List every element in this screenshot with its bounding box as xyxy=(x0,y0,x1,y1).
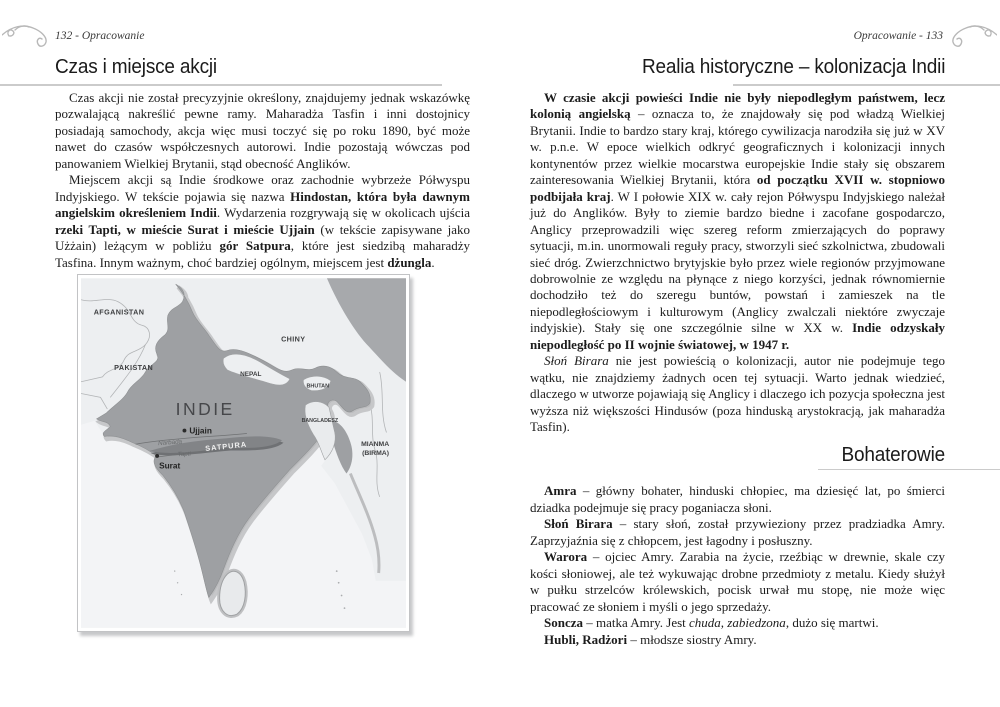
character-entry: Amra – główny bohater, hinduski chłopiec, ma dziesięć lat, po śmierci dziadka podejmuje się pracy poganiacza słoni. xyxy=(530,483,945,515)
map-label-pakistan: PAKISTAN xyxy=(114,363,154,373)
map-label-narbada: Narbada xyxy=(157,438,183,448)
section-rule-right xyxy=(733,84,1000,86)
map-label-surat: Surat xyxy=(159,460,181,471)
section-rule-left xyxy=(0,84,442,86)
flourish-ornament-left xyxy=(2,21,54,49)
sri-lanka-shape xyxy=(220,571,246,615)
characters-list xyxy=(530,483,945,648)
character-entry: Soncza – matka Amry. Jest chuda, zabiedzona, dużo się martwi. xyxy=(544,615,879,631)
section-title-characters: Bohaterowie xyxy=(841,443,945,466)
map-label-bhutan: BHUTAN xyxy=(306,383,330,390)
flourish-ornament-right xyxy=(945,21,997,49)
map-label-indie: INDIE xyxy=(175,398,235,419)
map-label-birma: (BIRMA) xyxy=(362,449,390,457)
character-entry: Słoń Birara – stary słoń, został przywieziony przez pradziadka Amry. Zaprzyjaźnia się z chłopcem, jest łagodny i posłuszny. xyxy=(530,516,945,548)
map-label-nepal: NEPAL xyxy=(240,370,262,378)
running-header-right: Opracowanie - 133 xyxy=(853,30,943,42)
map-label-ujjain: Ujjain xyxy=(189,425,212,436)
map-label-afganistan: AFGANISTAN xyxy=(93,307,145,317)
section-title-right: Realia historyczne – kolonizacja Indii xyxy=(641,56,945,78)
characters-section-rule xyxy=(818,469,1000,471)
ujjain-dot xyxy=(183,429,187,433)
characters-section-header xyxy=(530,443,945,471)
character-entry: Hubli, Radżori – młodsze siostry Amry. xyxy=(544,631,757,647)
india-map-graphic xyxy=(81,278,406,628)
map-label-bangladesz: BANGLADESZ xyxy=(301,417,339,424)
left-page-body xyxy=(55,90,470,632)
map-label-tapti: Tapti xyxy=(177,450,192,459)
paragraph: Czas akcji nie został precyzyjnie określony, znajdujemy jednak wskazówkę pozwalającą nakreślić pewne ramy. Maharadża Tasfin i inni dostojnicy posiadają samochody, akcja więc musi toczyć się po roku 1890, być może nawet do czasów współczesnych autorowi. Indie pozostają wówczas pod panowaniem Wielkiej Brytanii, stąd obecność Anglików. xyxy=(55,90,470,171)
paragraph: Słoń Birara nie jest powieścią o kolonizacji, autor nie podejmuje tego wątku, nie znajdziemy żadnych ocen tej sytuacji. Warto jednak wiedzieć, dlaczego w utworze pojawiają się Anglicy i dlaczego ich pozycja społeczna jest wyższa niż większości Hindusów (poza hinduską arystokracją, jak maharadża Tasfin). xyxy=(530,353,945,435)
india-map xyxy=(77,274,410,632)
running-header-left: 132 - Opracowanie xyxy=(55,30,145,42)
paragraph: W czasie akcji powieści Indie nie były niepodległym państwem, lecz kolonią angielską – oznacza to, że znajdowały się pod władzą Wielkiej Brytanii. Indie to bardzo stary kraj, którego cywilizacja narodziła się już w XV w. p.n.e. W epoce wielkich odkryć geograficznych i kolonizacji innych kontynentów przez wielkie mocarstwa europejskie Indie stały się obszarem zainteresowania Wielkiej Brytanii, która od początku XVII w. stopniowo podbijała kraj. W I połowie XIX w. cały rejon Półwyspu Indyjskiego należał już do Anglików. Były to ziemie bardzo biedne i zacofane gospodarczo, Anglicy przeprowadzili więc szereg reform zmierzających do poprawy sytuacji, m.in. unormowali reguły pracy, stworzyli sieć szkolnictwa, zbudowali sieć dróg. Zwierzchnictwo brytyjskie było przez wiele regionów przyjmowane dobrowolnie ze względu na płynące z niego korzyści, jednak równomiernie dochodziło też do szeregu buntów, powstań i zamieszek na tle niepodległościowym i kulturowym (Anglicy zwalczali niektóre zwyczaje indyjskie). Stały się one szczególnie silne w XX w. Indie odzyskały niepodległość po II wojnie światowej, w 1947 r. xyxy=(530,90,946,352)
section-title-left: Czas i miejsce akcji xyxy=(55,56,217,78)
character-entry: Warora – ojciec Amry. Zarabia na życie, rzeźbiąc w drewnie, skale czy kości słoniowej, ale też wykuwając drobne przedmioty z metalu. Kiedy służył w pułku strzelców królewskich, pocisk urwał mu stopę, nie może więc pracować ze słoniem i myśli o jego sprzedaży. xyxy=(530,549,945,614)
map-label-satpura: SATPURA xyxy=(204,439,248,453)
paragraph: Miejscem akcji są Indie środkowe oraz zachodnie wybrzeże Półwyspu Indyjskiego. W tekście pojawia się nazwa Hindostan, która była dawnym angielskim określeniem Indii. Wydarzenia rozgrywają się w okolicach ujścia rzeki Tapti, w mieście Surat i mieście Ujjain (w tekście zapisywane jako Użżain) leżącym w pobliżu gór Satpura, które jest siedzibą maharadży Tasfina. Innym ważnym, choć bardziej ogólnym, miejscem jest dżungla. xyxy=(55,172,471,270)
surat-dot xyxy=(155,454,159,458)
right-page-body xyxy=(530,90,945,648)
map-label-mianma: MIANMA xyxy=(361,441,390,449)
map-label-chiny: CHINY xyxy=(281,334,306,344)
